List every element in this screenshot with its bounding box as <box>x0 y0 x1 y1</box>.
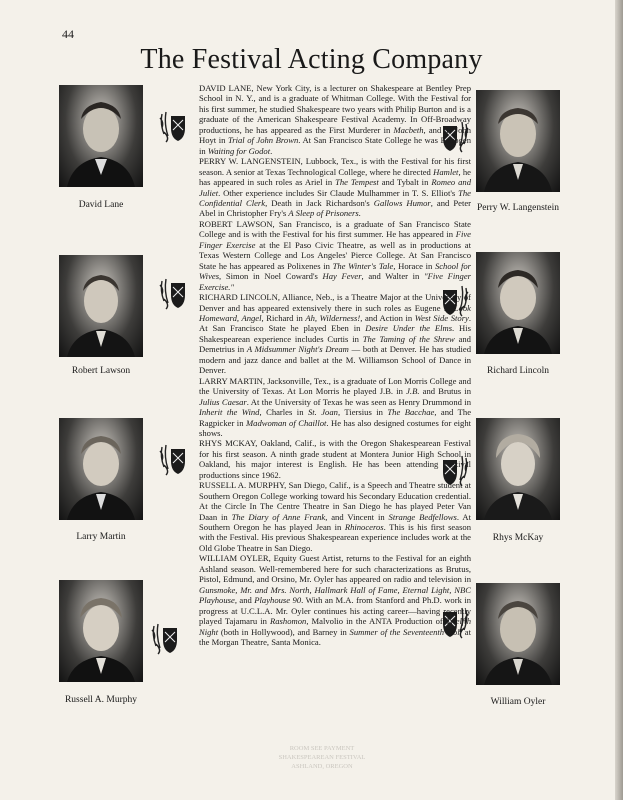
crest-icon <box>150 620 180 656</box>
photo-richard-lincoln <box>476 252 560 354</box>
bio-william-oyler: WILLIAM OYLER, Equity Guest Artist, returns to the Festival for an eighth Ashland season. Well-remembered here for such characterizations as Brutus, Pistol, Edmund, and Orsino, Mr. Oyler has appeared on radio and television in Gunsmoke, Mr. and Mrs. North, Hallmark Hall of Fame, Eternal Light, NBC Playhouse, and Playhouse 90. With an M.A. from Stanford and Ph.D. work in progress at U.C.L.A. Mr. Oyler continues his acting career—having recently played Tajamaru in Rashomon, Malvolio in the ANTA Production of Twelfth Night (both in Hollywood), and Barney in Summer of the Seventeenth Doll at the Morgan Theatre, Santa Monica. <box>199 553 472 648</box>
bleed-through-text <box>222 744 422 778</box>
page-edge <box>615 0 623 800</box>
bleed-line-2: SHAKESPEAREAN FESTIVAL <box>278 754 366 761</box>
caption-larry-martin: Larry Martin <box>76 532 126 542</box>
bio-rhys-mckay: RHYS MCKAY, Oakland, Calif., is with the Oregon Shakespearean Festival for his first season. A ninth grade student at Montera Junior High School in Oakland, his major interest is English. He has been attending Festival productions since 1962. <box>199 438 471 480</box>
bio-larry-martin: LARRY MARTIN, Jacksonville, Tex., is a graduate of Lon Morris College and the University of Texas. At Lon Morris he played J.B. in J.B. and Brutus in Julius Caesar. At the University of Texas he was seen as Henry Drummond in Inherit the Wind, Charles in St. Joan, Tiersius in The Bacchae, and The Ragpicker in Madwoman of Chaillot. He has also designed costumes for eight shows. <box>199 375 472 438</box>
photo-larry-martin <box>59 418 143 520</box>
photo-robert-lawson <box>59 255 143 357</box>
bleed-line-1: ROOM SEE PAYMENT <box>289 745 355 752</box>
caption-richard-lincoln: Richard Lincoln <box>487 366 549 376</box>
bio-david-lane: DAVID LANE, New York City, is a lecturer on Shakespeare at Bentley Prep School in N. Y., and is a graduate of Whitman College. With the Festival for his first summer, he studied Shakespeare two years with Philip Burton and is a graduate of the American Shakespeare Festival Academy. In Off-Broadway productions, he has appeared as the First Murderer in Macbeth, and as John Hoyt in Trial of John Brown. At San Francisco State College he was Estrogen in Waiting for Godot. <box>199 83 471 156</box>
photo-rhys-mckay <box>476 418 560 520</box>
bio-russell-murphy: RUSSELL A. MURPHY, San Diego, Calif., is a Speech and Theatre student at Southern Oregon College working toward his Secondary Education credential. At the Circle In The Centre Theatre in San Diego he has played Peter Van Daan in The Diary of Anne Frank, and Vincent in Strange Bedfellows. At Southern Oregon he has played Jean in Rhinoceros. This is his first season with the Festival. His previous Shakespearean experience includes work at the Old Globe Theatre in San Diego. <box>199 480 472 553</box>
caption-russell-murphy: Russell A. Murphy <box>64 695 138 705</box>
biographies <box>199 83 471 647</box>
crest-icon <box>158 275 188 311</box>
caption-robert-lawson: Robert Lawson <box>71 366 131 376</box>
bio-robert-lawson: ROBERT LAWSON, San Francisco, is a graduate of San Francisco State College and is with the Festival for his first summer. He has appeared in Five Finger Exercise at the El Paso Civic Theatre, as well as in productions at Texas Western College and Los Angeles' Pierce College. At San Francisco State he has appeared as Polixenes in The Winter's Tale, Horace in School for Wives, Simon in Noel Coward's Hay Fever, and Walter in "Five Finger Exercise." <box>199 218 472 292</box>
bio-perry-langenstein: PERRY W. LANGENSTEIN, Lubbock, Tex., is with the Festival for his first season. A senior at Texas Technological College, where he directed Hamlet, he has appeared in such roles as Ariel in The Tempest and Tybalt in Romeo and Juliet. Other experience includes Sir Claude Mulhammer in T. S. Elliot's The Confidential Clerk, Death in Jack Richardson's Gallows Humor, and Peter Abel in Christopher Fry's A Sleep of Prisoners. <box>199 156 472 219</box>
photo-russell-murphy <box>59 580 143 682</box>
photo-perry-langenstein <box>476 90 560 192</box>
bleed-line-3: ASHLAND, OREGON <box>291 763 353 770</box>
photo-david-lane <box>59 85 143 187</box>
caption-rhys-mckay: Rhys McKay <box>492 533 544 543</box>
caption-david-lane: David Lane <box>78 200 124 210</box>
caption-william-oyler: William Oyler <box>490 697 546 707</box>
crest-icon <box>158 441 188 477</box>
crest-icon <box>158 108 188 144</box>
page-title: The Festival Acting Company <box>140 44 483 75</box>
page-number: 44 <box>62 27 74 41</box>
bio-richard-lincoln: RICHARD LINCOLN, Alliance, Neb., is a Theatre Major at the University of Denver and has appeared extensively there in such roles as Eugene in Look Homeward, Angel, Richard in Ah, Wilderness!, and Action in West Side Story. At San Francisco State he played Eben in Desire Under the Elms. His Shakespearean experience includes Curtis in The Taming of the Shrew and Demetrius in A Midsummer Night's Dream — both at Denver. He has studied modern and jazz dance and ballet at the M. Williamson School of Dance in Denver. <box>199 292 472 376</box>
photo-william-oyler <box>476 583 560 685</box>
caption-perry-langenstein: Perry W. Langenstein <box>476 203 560 213</box>
